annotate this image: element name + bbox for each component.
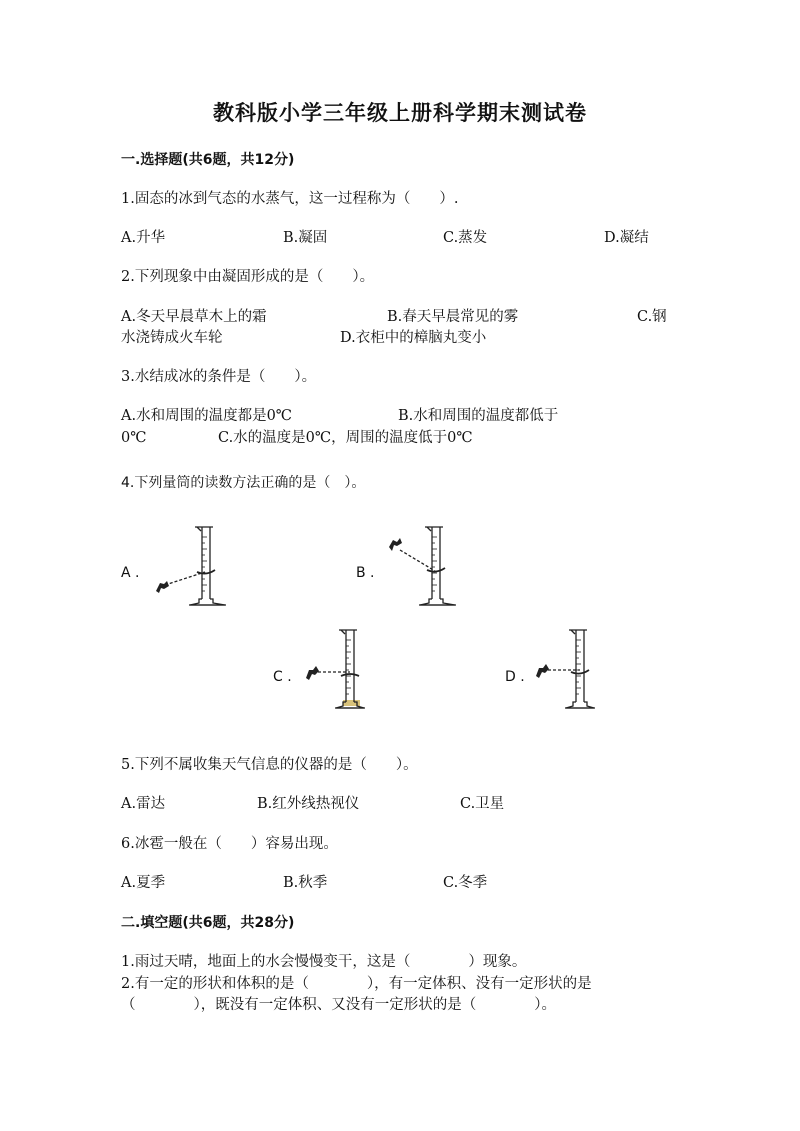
q2-option-a: A.冬天早晨草木上的霜 [121, 309, 267, 325]
q4-figure-label-c: C . [273, 669, 292, 685]
fill-q1: 1.雨过天晴，地面上的水会慢慢变干，这是（ ）现象。 [121, 954, 527, 970]
q3-option-b: B.水和周围的温度都低于 [398, 408, 559, 424]
q1-option-d: D.凝结 [604, 230, 649, 246]
fill-q2-line2: （ ），既没有一定体积、又没有一定形状的是（ ）。 [121, 997, 556, 1013]
q3-option-c: C.水的温度是0℃，周围的温度低于0℃ [218, 430, 473, 446]
section-heading-fill: 二.填空题(共6题，共28分) [121, 915, 295, 931]
cylinder-figure-c [300, 628, 380, 713]
cylinder-figure-d [530, 628, 610, 713]
q4-figure-label-a: A . [121, 565, 140, 581]
q2-option-c: C.钢 [637, 309, 667, 325]
q3-stem: 3.水结成冰的条件是（ ）。 [121, 369, 317, 385]
page-title: 教科版小学三年级上册科学期末测试卷 [213, 100, 587, 125]
q3-option-b-cont: 0℃ [121, 430, 147, 446]
q2-option-d: D.衣柜中的樟脑丸变小 [340, 330, 487, 346]
q6-option-a: A.夏季 [121, 875, 166, 891]
q2-option-c-cont: 水浇铸成火车轮 [121, 330, 223, 346]
q1-option-a: A.升华 [121, 230, 166, 246]
q4-figure-label-b: B . [356, 565, 375, 581]
q4-stem: 4.下列量筒的读数方法正确的是（ ）。 [121, 475, 366, 491]
q1-option-c: C.蒸发 [443, 230, 488, 246]
q1-stem: 1.固态的冰到气态的水蒸气，这一过程称为（ ）. [121, 191, 459, 207]
q6-stem: 6.冰雹一般在（ ）容易出现。 [121, 836, 338, 852]
q5-option-b: B.红外线热视仪 [257, 796, 360, 812]
fill-q2-line1: 2.有一定的形状和体积的是（ ），有一定体积、没有一定形状的是 [121, 976, 592, 992]
q2-stem: 2.下列现象中由凝固形成的是（ ）。 [121, 269, 375, 285]
q6-option-b: B.秋季 [283, 875, 328, 891]
cylinder-figure-a [150, 525, 230, 610]
q1-option-b: B.凝固 [283, 230, 328, 246]
q5-stem: 5.下列不属收集天气信息的仪器的是（ ）。 [121, 757, 418, 773]
q6-option-c: C.冬季 [443, 875, 488, 891]
q4-figure-label-d: D . [505, 669, 525, 685]
q3-option-a: A.水和周围的温度都是0℃ [121, 408, 293, 424]
q2-option-b: B.春天早晨常见的雾 [387, 309, 519, 325]
q5-option-c: C.卫星 [460, 796, 505, 812]
q5-option-a: A.雷达 [121, 796, 166, 812]
cylinder-figure-b [380, 525, 460, 610]
section-heading-choice: 一.选择题(共6题，共12分) [121, 152, 295, 168]
